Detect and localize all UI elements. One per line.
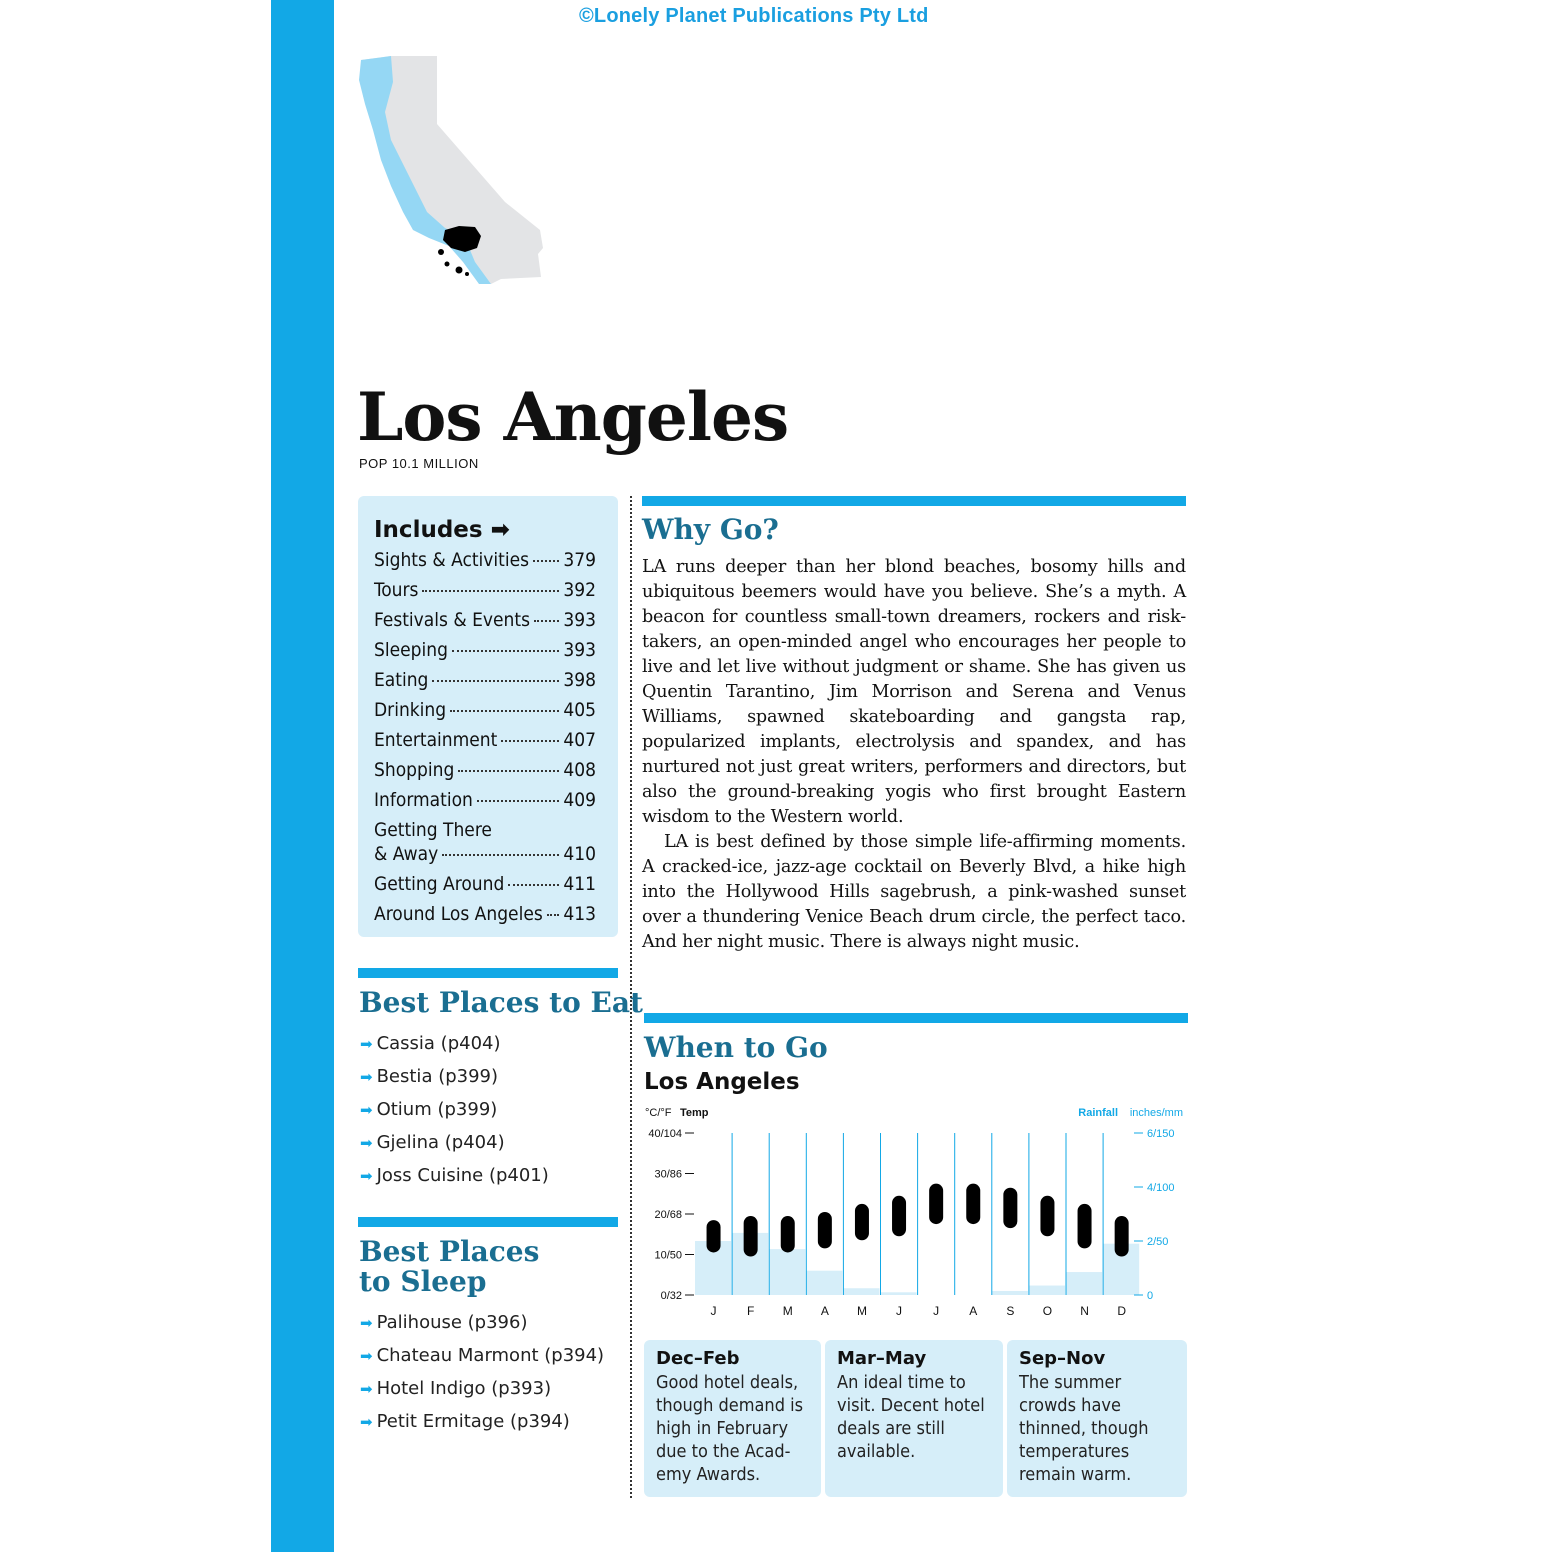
california-locator-map [355, 52, 555, 288]
eat-list-item [360, 1165, 549, 1186]
season-text-line: visit. Decent hotel [837, 1395, 985, 1416]
sleep-list-item [360, 1378, 551, 1399]
month-label: D [1117, 1304, 1126, 1318]
season-text-line: available. [837, 1441, 916, 1462]
includes-item-label: Drinking [374, 699, 447, 721]
leader-dots [508, 884, 559, 886]
season-heading: Dec–Feb [656, 1348, 740, 1369]
includes-item-label: Getting Around [374, 873, 505, 895]
rain-tick-label: 0 [1147, 1290, 1154, 1302]
includes-heading: Includes ➡ [374, 517, 510, 543]
eat-list-item [360, 1066, 498, 1087]
eat-item-label: Joss Cuisine (p401) [376, 1165, 549, 1186]
includes-item-label: Sleeping [374, 639, 448, 661]
rainfall-bar [992, 1291, 1028, 1295]
month-label: A [969, 1304, 978, 1318]
why-go-paragraph-2: LA is best defined by those simple life-affirming moments. A cracked-ice, jazz-age cocktail on Beverly Blvd, a hike high into the Hollywood Hills sagebrush, a pink-washed sunset over a thundering Venice Beach drum circle, the perfect taco. And her night music. There is always night music. [642, 832, 1186, 952]
temp-tick-label: 30/86 [654, 1168, 682, 1181]
includes-item-label: Eating [374, 669, 429, 691]
season-heading: Sep–Nov [1019, 1348, 1106, 1369]
includes-item-label: Tours [374, 579, 419, 601]
arrow-bullet-icon: ➡ [360, 1380, 373, 1398]
season-text-line: deals are still [837, 1418, 945, 1439]
includes-item-page: 411 [563, 873, 596, 895]
sleep-item-label: Palihouse (p396) [376, 1312, 528, 1333]
sleep-item-label: Hotel Indigo (p393) [376, 1378, 552, 1399]
season-text-line: due to the Acad- [656, 1441, 791, 1462]
month-label: J [710, 1304, 717, 1318]
includes-item [374, 789, 596, 811]
arrow-bullet-icon: ➡ [360, 1068, 373, 1086]
eat-heading: Best Places to Eat [359, 986, 643, 1019]
leader-dots [422, 590, 559, 592]
leader-dots [533, 560, 559, 562]
eat-item-label: Otium (p399) [376, 1099, 498, 1120]
includes-item [374, 759, 596, 781]
includes-item-page: 410 [563, 843, 596, 865]
season-text-line: The summer [1019, 1372, 1122, 1393]
sleep-list-item [360, 1345, 604, 1366]
includes-item-page: 392 [563, 579, 596, 601]
arrow-bullet-icon: ➡ [360, 1314, 373, 1332]
month-label: M [856, 1304, 867, 1318]
rain-axis-title: Rainfall [1078, 1107, 1118, 1119]
includes-item [374, 549, 596, 571]
rainfall-bar [881, 1292, 917, 1295]
includes-item [374, 873, 596, 895]
includes-item-page: 393 [563, 639, 596, 661]
includes-item-label: Entertainment [374, 729, 498, 751]
arrow-bullet-icon: ➡ [360, 1413, 373, 1431]
includes-item-page: 405 [563, 699, 596, 721]
includes-item [374, 579, 596, 601]
column-divider [630, 496, 632, 1498]
includes-item [374, 669, 596, 691]
temp-tick-label: 10/50 [654, 1249, 682, 1262]
includes-item-page: 409 [563, 789, 596, 811]
climate-chart-city: Los Angeles [644, 1069, 800, 1095]
season-text-line: temperatures [1019, 1441, 1130, 1462]
rainfall-bar [1029, 1286, 1065, 1295]
includes-item-page: 398 [563, 669, 596, 691]
leader-dots [458, 770, 559, 772]
arrow-bullet-icon: ➡ [360, 1134, 373, 1152]
month-label: J [896, 1304, 903, 1318]
page-title: Los Angeles [357, 378, 789, 456]
leader-dots [501, 740, 559, 742]
when-section-rule [644, 1013, 1188, 1023]
temp-tick-label: 0/32 [660, 1290, 682, 1302]
temp-tick-label: 20/68 [654, 1209, 682, 1221]
includes-item-label: Shopping [374, 759, 455, 781]
includes-item-page: 408 [563, 759, 596, 781]
rainfall-bar [806, 1271, 842, 1295]
includes-item-page: 407 [563, 729, 596, 751]
season-text-line: emy Awards. [656, 1464, 761, 1485]
temp-axis-title: Temp [680, 1107, 709, 1119]
leader-dots [477, 800, 559, 802]
eat-item-label: Bestia (p399) [376, 1066, 499, 1087]
leader-dots [450, 710, 559, 712]
month-label: N [1080, 1304, 1089, 1318]
rain-tick-label: 6/150 [1147, 1128, 1175, 1140]
arrow-bullet-icon: ➡ [360, 1347, 373, 1365]
leader-dots [452, 650, 559, 652]
side-color-bar [271, 0, 334, 1552]
month-label: A [820, 1304, 829, 1318]
arrow-bullet-icon: ➡ [360, 1101, 373, 1119]
includes-item-page: 379 [563, 549, 596, 571]
eat-list-item [360, 1033, 501, 1054]
month-label: O [1042, 1304, 1053, 1318]
month-label: S [1006, 1304, 1015, 1318]
arrow-bullet-icon: ➡ [360, 1167, 373, 1185]
rainfall-bar [843, 1288, 879, 1295]
why-section-rule [642, 496, 1186, 506]
temp-tick-label: 40/104 [648, 1128, 682, 1140]
leader-dots [534, 620, 559, 622]
eat-list-item [360, 1099, 497, 1120]
arrow-bullet-icon: ➡ [360, 1035, 373, 1053]
sleep-list-item [360, 1312, 528, 1333]
season-text-line: thinned, though [1019, 1418, 1149, 1439]
season-text-line: though demand is [656, 1395, 804, 1416]
why-go-heading: Why Go? [642, 513, 779, 546]
population-label: POP 10.1 MILLION [359, 456, 479, 471]
includes-item [374, 609, 596, 631]
month-label: M [782, 1304, 793, 1318]
sleep-heading-line2: to Sleep [359, 1265, 487, 1298]
season-text-line: remain warm. [1019, 1464, 1132, 1485]
rainfall-bar [1066, 1272, 1102, 1295]
sleep-section-rule [358, 1217, 618, 1227]
copyright-notice: ©Lonely Planet Publications Pty Ltd [579, 5, 929, 27]
includes-item [374, 699, 596, 721]
rain-tick-label: 4/100 [1147, 1182, 1175, 1194]
rain-tick-label: 2/50 [1147, 1236, 1169, 1248]
includes-item-label: Festivals & Events [374, 609, 530, 631]
includes-item-page: 393 [563, 609, 596, 631]
why-go-text [642, 555, 1186, 955]
month-label: J [933, 1304, 940, 1318]
when-to-go-heading: When to Go [644, 1031, 828, 1064]
eat-list-item [360, 1132, 505, 1153]
eat-item-label: Gjelina (p404) [376, 1132, 505, 1153]
includes-item-line1 [374, 819, 596, 841]
month-label: F [746, 1304, 755, 1318]
includes-item-label: Sights & Activities [374, 549, 530, 571]
temp-axis-unit: °C/°F [645, 1107, 672, 1119]
includes-item-label: Information [374, 789, 473, 811]
leader-dots [442, 854, 559, 856]
climate-chart [640, 1100, 1188, 1325]
includes-item [374, 843, 596, 865]
season-text-line: crowds have [1019, 1395, 1121, 1416]
sleep-item-label: Chateau Marmont (p394) [376, 1345, 605, 1366]
includes-item [374, 729, 596, 751]
includes-item [374, 903, 596, 925]
includes-item [374, 639, 596, 661]
season-text-line: Good hotel deals, [656, 1372, 799, 1393]
includes-item-label-cont: & Away [374, 843, 439, 865]
sleep-list-item [360, 1411, 570, 1432]
includes-item-label: Getting There [374, 819, 492, 841]
sleep-heading-line1: Best Places [359, 1235, 540, 1268]
eat-item-label: Cassia (p404) [376, 1033, 501, 1054]
leader-dots [547, 914, 560, 916]
includes-item-page: 413 [563, 903, 596, 925]
sleep-item-label: Petit Ermitage (p394) [376, 1411, 570, 1432]
why-go-paragraph-1: LA runs deeper than her blond beaches, bosomy hills and ubiquitous beemers would have you believe. She’s a myth. A beacon for countless small-town dreamers, rockers and risk-takers, an open-minded angel who encourages her people to live and let live without judgment or shame. She has given us Quentin Tarantino, Jim Morrison and Serena and Venus Williams, spawned skateboarding and gangsta rap, popularized implants, electrolysis and spandex, and has nurtured not just great writers, performers and directors, but also the ground-breaking yogis who first brought Eastern wisdom to the Western world. [642, 557, 1186, 827]
includes-item-label: Around Los Angeles [374, 903, 543, 925]
rainfall-bar [769, 1249, 805, 1295]
rain-axis-unit: inches/mm [1129, 1107, 1183, 1119]
leader-dots [432, 680, 559, 682]
season-text-line: An ideal time to [837, 1372, 966, 1393]
eat-section-rule [358, 968, 618, 978]
season-heading: Mar–May [837, 1348, 927, 1369]
season-text-line: high in February [656, 1418, 789, 1439]
